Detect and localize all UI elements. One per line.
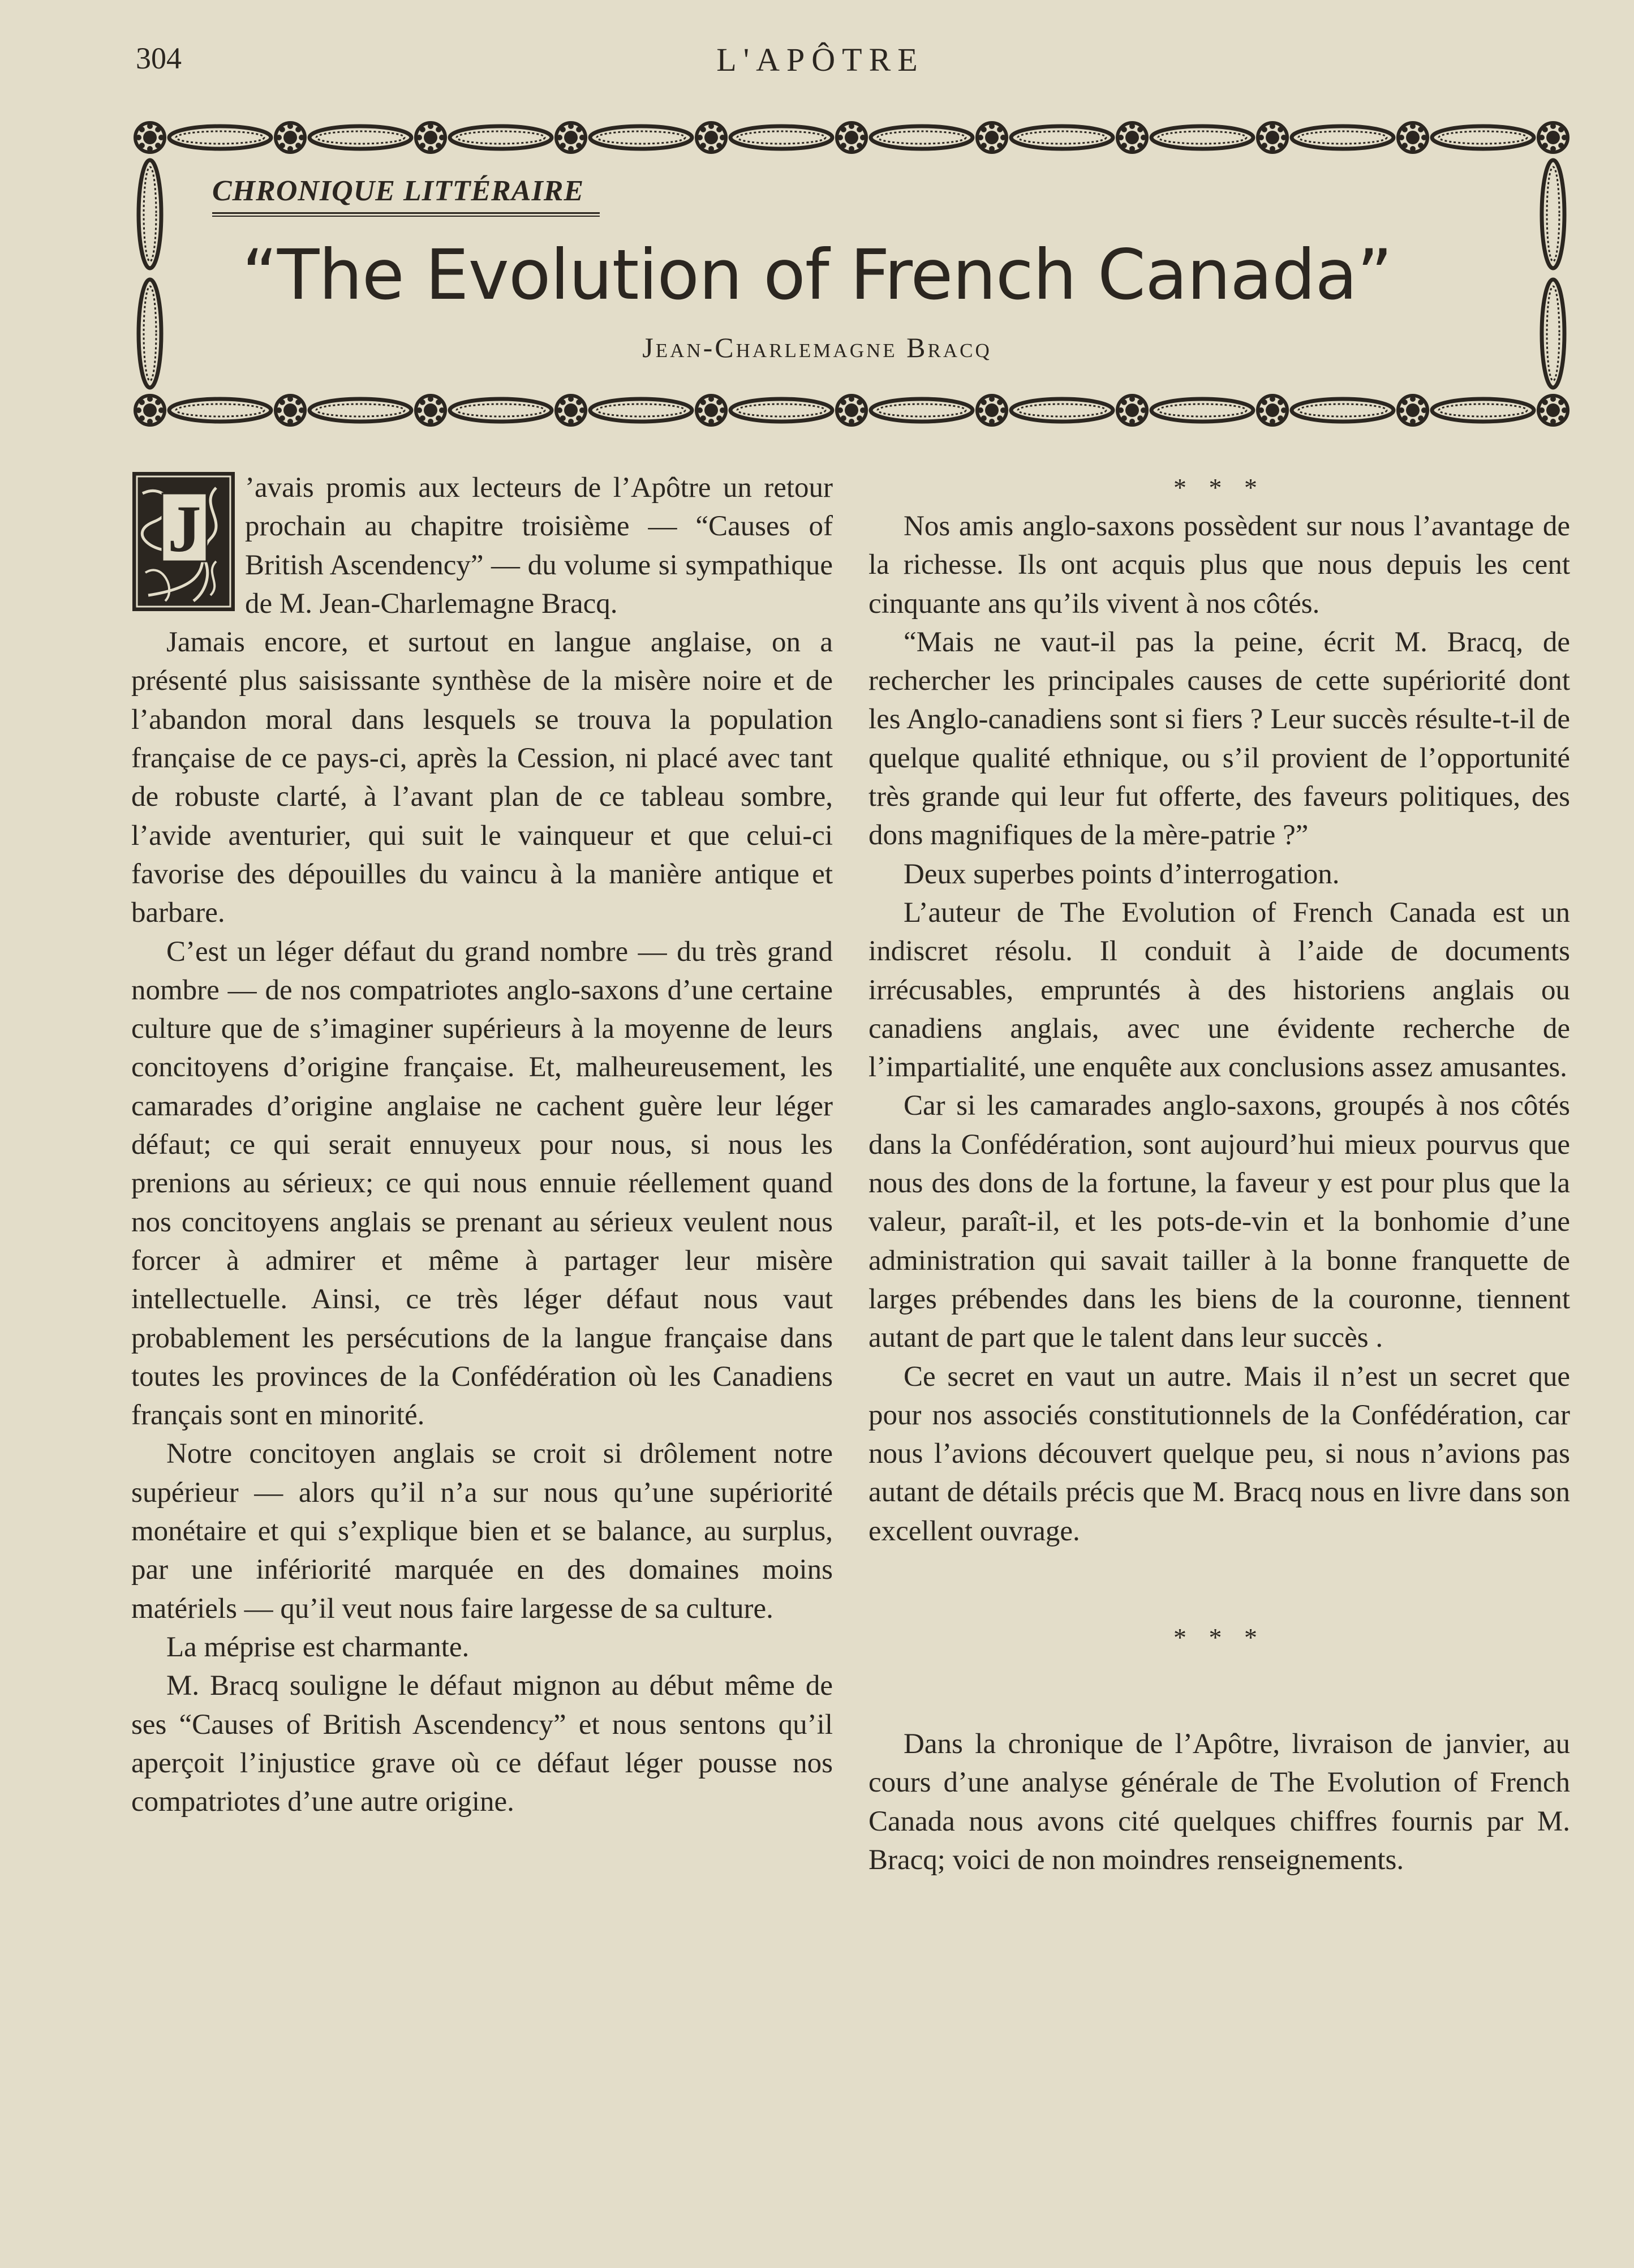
rosette-ornament: [420, 127, 425, 132]
rosette-ornament: [857, 400, 862, 405]
rosette-ornament: [579, 407, 585, 413]
rosette-ornament: [420, 400, 425, 405]
chain-link-ornament: [871, 399, 973, 422]
rosette-ornament: [716, 415, 722, 421]
rosette-ornament: [704, 131, 718, 144]
rosette-ornament: [436, 400, 441, 405]
rosette-ornament: [424, 131, 437, 144]
rosette-ornament: [1270, 146, 1275, 152]
rosette-ornament: [697, 407, 703, 413]
rosette-ornament: [568, 396, 574, 402]
rosette-ornament: [287, 419, 293, 424]
rosette-ornament: [981, 400, 987, 405]
rosette-ornament: [1418, 415, 1424, 421]
paragraph-9: Deux superbes points d’interrogation.: [904, 858, 1340, 890]
chain-link-ornament: [730, 399, 832, 422]
rosette-ornament: [295, 415, 301, 421]
rosette-ornament: [989, 123, 995, 129]
rosette-ornament: [720, 135, 725, 140]
rosette-ornament: [1278, 415, 1283, 421]
chain-link-ornament: [1158, 131, 1246, 144]
rosette-ornament: [700, 415, 706, 421]
rosette-ornament: [287, 146, 293, 152]
rosette-ornament: [716, 143, 722, 148]
chain-link-ornament: [1292, 399, 1394, 422]
rosette-ornament: [139, 400, 145, 405]
rosette-ornament: [997, 127, 1003, 132]
rosette-ornament: [1542, 400, 1548, 405]
chain-link-ornament: [176, 404, 264, 416]
rosette-ornament: [1270, 396, 1275, 402]
rosette-ornament: [436, 143, 441, 148]
chain-link-ornament: [730, 126, 832, 149]
chain-link-ornament: [176, 131, 264, 144]
rosette-ornament: [1558, 127, 1564, 132]
rosette-ornament: [287, 123, 293, 129]
rosette-ornament: [837, 135, 843, 140]
chain-link-ornament: [1432, 399, 1534, 422]
rosette-ornament: [1125, 403, 1139, 417]
rosette-ornament: [1539, 407, 1545, 413]
rosette-ornament: [708, 396, 714, 402]
rosette-ornament: [700, 127, 706, 132]
rosette-ornament: [428, 396, 433, 402]
paragraph-1: [131, 469, 833, 623]
rosette-ornament: [997, 143, 1003, 148]
rosette-ornament: [1550, 146, 1556, 152]
rosette-ornament: [1129, 419, 1135, 424]
rosette-ornament: [1558, 415, 1564, 421]
chain-link-ornament: [871, 126, 973, 149]
chain-link-ornament: [878, 131, 966, 144]
chain-link-ornament: [1439, 131, 1527, 144]
rosette-ornament: [1278, 400, 1283, 405]
rosette-ornament: [158, 407, 164, 413]
article-title: “The Evolution of French Canada”: [242, 235, 1392, 315]
chain-link-ornament: [169, 126, 271, 149]
dropcap-glyph: J: [167, 492, 201, 566]
chain-link-ornament: [597, 131, 685, 144]
rosette-ornament: [143, 403, 157, 417]
rosette-ornament: [436, 127, 441, 132]
chain-link-ornament: [737, 131, 825, 144]
chain-link-ornament: [169, 399, 271, 422]
chain-link-ornament: [1011, 126, 1113, 149]
rosette-ornament: [295, 127, 301, 132]
rosette-ornament: [1141, 135, 1146, 140]
rosette-ornament: [985, 131, 999, 144]
spacer: [868, 1550, 1570, 1618]
section-break-stars: * * *: [1173, 1623, 1265, 1652]
rosette-ornament: [420, 143, 425, 148]
rosette-ornament: [576, 127, 582, 132]
rosette-ornament: [280, 415, 285, 421]
rosette-ornament: [1558, 143, 1564, 148]
rosette-ornament: [295, 143, 301, 148]
rosette-ornament: [155, 415, 161, 421]
rosette-ornament: [989, 419, 995, 424]
rosette-ornament: [978, 135, 983, 140]
paragraph-10: L’auteur de The Evolution of French Canada est un indiscret résolu. Il conduit à l’aide de documents irrécusables, empruntés à des historiens anglais ou canadiens anglais, avec une évidente recherche de l’impartialité, une enquête aux conclusions assez amusantes.: [868, 896, 1570, 1084]
rosette-ornament: [139, 415, 145, 421]
rosette-ornament: [136, 407, 141, 413]
rosette-ornament: [576, 400, 582, 405]
rosette-ornament: [857, 415, 862, 421]
rosette-ornament: [981, 127, 987, 132]
rosette-ornament: [420, 415, 425, 421]
rosette-ornament: [860, 407, 866, 413]
rosette-ornament: [697, 135, 703, 140]
chain-link-ornament: [316, 404, 405, 416]
right-column: [868, 469, 1570, 1879]
paragraph-12: Ce secret en vaut un autre. Mais il n’est un secret que pour nos associés constitutionnels de la Confédération, car nous l’avions découvert quelque peu, si nous n’avions pas autant de détails précis que M. Bracq nous en livre dans son excellent ouvrage.: [868, 1360, 1570, 1547]
rosette-ornament: [158, 135, 164, 140]
rosette-ornament: [1542, 127, 1548, 132]
rosette-ornament: [424, 403, 437, 417]
chain-link-ornament: [1018, 404, 1106, 416]
rosette-ornament: [280, 143, 285, 148]
rosette-ornament: [560, 143, 566, 148]
rosette-ornament: [1121, 143, 1127, 148]
rosette-ornament: [845, 403, 858, 417]
chain-link-ornament: [1018, 131, 1106, 144]
rosette-ornament: [295, 400, 301, 405]
rosette-ornament: [1410, 123, 1416, 129]
rosette-ornament: [849, 419, 854, 424]
rosette-ornament: [557, 135, 562, 140]
rosette-ornament: [1562, 407, 1567, 413]
paragraph-5: La méprise est charmante.: [166, 1631, 470, 1663]
chain-link-ornament: [316, 131, 405, 144]
rosette-ornament: [1562, 135, 1567, 140]
rosette-ornament: [557, 407, 562, 413]
rosette-ornament: [560, 415, 566, 421]
paragraph-3: C’est un léger défaut du grand nombre — du très grand nombre — de nos compatriotes anglo-saxons d’une certaine culture que de s’imaginer supérieurs à la moyenne de leurs concitoyens d’origine française. Et, malheureusement, les camarades d’origine anglaise ne cachent guère leur léger défaut; ce qui serait ennuyeux pour nous, si nous les prenions au sérieux; ce qui nous ennuie réellement quand nos concitoyens anglais se prenant au sérieux veulent nous forcer à admirer et même à partager leur misère intellectuelle. Ainsi, ce très léger défaut nous vaut probablement les persécutions de la langue française dans toutes les provinces de la Confédération où les Canadiens français sont en minorité.: [131, 935, 833, 1432]
rosette-ornament: [857, 143, 862, 148]
rosette-ornament: [428, 146, 433, 152]
chain-link-ornament: [590, 399, 692, 422]
chain-link-ornament: [450, 399, 552, 422]
rosette-ornament: [1402, 143, 1408, 148]
rosette-ornament: [1402, 415, 1408, 421]
rosette-ornament: [416, 135, 422, 140]
rosette-ornament: [1137, 127, 1143, 132]
rosette-ornament: [1125, 131, 1139, 144]
rosette-ornament: [1262, 415, 1267, 421]
chain-link-ornament: [1292, 126, 1394, 149]
rosette-ornament: [1421, 135, 1427, 140]
rosette-ornament: [1258, 135, 1264, 140]
rosette-ornament: [1000, 135, 1006, 140]
rosette-ornament: [1118, 135, 1124, 140]
article-author: Jean-Charlemagne Bracq: [642, 332, 992, 363]
rosette-ornament: [139, 127, 145, 132]
rosette-ornament: [1129, 396, 1135, 402]
rosette-ornament: [1278, 143, 1283, 148]
rosette-ornament: [837, 407, 843, 413]
rosette-ornament: [997, 415, 1003, 421]
rosette-ornament: [139, 143, 145, 148]
rosette-ornament: [989, 396, 995, 402]
rosette-ornament: [1558, 400, 1564, 405]
rosette-ornament: [576, 143, 582, 148]
rosette-ornament: [700, 400, 706, 405]
chain-link-ornament: [144, 167, 156, 261]
rosette-ornament: [439, 135, 445, 140]
rosette-ornament: [708, 123, 714, 129]
rosette-ornament: [1410, 396, 1416, 402]
rosette-ornament: [981, 143, 987, 148]
rosette-ornament: [841, 415, 846, 421]
rosette-ornament: [436, 415, 441, 421]
rosette-ornament: [1418, 143, 1424, 148]
chain-link-ornament: [1151, 399, 1253, 422]
chain-link-ornament: [450, 126, 552, 149]
rosette-ornament: [147, 419, 153, 424]
rosette-ornament: [299, 407, 304, 413]
rosette-ornament: [981, 415, 987, 421]
chain-link-ornament: [1542, 160, 1564, 268]
rosette-ornament: [1550, 396, 1556, 402]
rosette-ornament: [1270, 123, 1275, 129]
chain-link-ornament: [1298, 404, 1387, 416]
rosette-ornament: [1258, 407, 1264, 413]
rosette-ornament: [708, 419, 714, 424]
rosette-ornament: [1262, 127, 1267, 132]
rosette-ornament: [287, 396, 293, 402]
rosette-ornament: [576, 415, 582, 421]
rosette-ornament: [155, 143, 161, 148]
rosette-ornament: [1121, 415, 1127, 421]
rosette-ornament: [1121, 127, 1127, 132]
chain-link-ornament: [1158, 404, 1246, 416]
rosette-ornament: [1546, 403, 1560, 417]
rosette-ornament: [1000, 407, 1006, 413]
paragraph-7: Nos amis anglo-saxons possèdent sur nous l’avantage de la richesse. Ils ont acquis plus que nous depuis les cent cinquante ans qu’ils vivent à nos côtés.: [868, 510, 1570, 620]
rosette-ornament: [841, 143, 846, 148]
rosette-ornament: [439, 407, 445, 413]
rosette-ornament: [857, 127, 862, 132]
rosette-ornament: [841, 127, 846, 132]
rosette-ornament: [560, 127, 566, 132]
rosette-ornament: [579, 135, 585, 140]
rosette-ornament: [428, 123, 433, 129]
rosette-ornament: [1550, 419, 1556, 424]
chain-link-ornament: [590, 126, 692, 149]
rosette-ornament: [1410, 419, 1416, 424]
rosette-ornament: [849, 146, 854, 152]
rosette-ornament: [143, 131, 157, 144]
rosette-ornament: [428, 419, 433, 424]
rosette-ornament: [708, 146, 714, 152]
rosette-ornament: [704, 403, 718, 417]
rosette-ornament: [1402, 400, 1408, 405]
rosette-ornament: [849, 396, 854, 402]
paragraph-8: “Mais ne vaut-il pas la peine, écrit M. Bracq, de rechercher les principales causes de cette supériorité dont les Anglo-canadiens sont si fiers ? Leur succès résulte-t-il de quelque qualité ethnique, ou s’il provient de l’opportunité très grande qui leur fut offerte, des faveurs politiques, des dons magnifiques de la mère-patrie ?”: [868, 626, 1570, 852]
rosette-ornament: [147, 146, 153, 152]
rosette-ornament: [1262, 143, 1267, 148]
rosette-ornament: [845, 131, 858, 144]
rosette-ornament: [1137, 415, 1143, 421]
rosette-ornament: [841, 400, 846, 405]
rosette-ornament: [716, 400, 722, 405]
rosette-ornament: [283, 131, 297, 144]
rosette-ornament: [564, 403, 578, 417]
rosette-ornament: [155, 400, 161, 405]
rosette-ornament: [716, 127, 722, 132]
paragraph-4: Notre concitoyen anglais se croit si drôlement notre supérieur — alors qu’il n’a sur nous qu’une supériorité monétaire et qui s’explique bien et se balance, au surplus, par une infériorité marquée en des domaines moins matériels — qu’il veut nous faire largesse de sa culture.: [131, 1438, 833, 1625]
rosette-ornament: [280, 127, 285, 132]
rosette-ornament: [1137, 400, 1143, 405]
rosette-ornament: [1266, 403, 1279, 417]
rosette-ornament: [720, 407, 725, 413]
rosette-ornament: [1550, 123, 1556, 129]
paragraph-2: Jamais encore, et surtout en langue anglaise, on a présenté plus saisissante synthèse de la misère noire et de l’abandon moral dans lesquels se trouva la population française de ce pays-ci, après la Cession, ni placé avec tant de robuste clarté, à l’avant plan de ce tableau sombre, l’avide aventurier, qui suit le vainqueur et que celui-ci favorise des dépouilles du vaincu à la manière antique et barbare.: [131, 626, 833, 929]
rosette-ornament: [1406, 403, 1420, 417]
rosette-ornament: [860, 135, 866, 140]
rosette-ornament: [155, 127, 161, 132]
rosette-ornament: [147, 123, 153, 129]
rosette-ornament: [136, 135, 141, 140]
chain-link-ornament: [737, 404, 825, 416]
rosette-ornament: [849, 123, 854, 129]
rosette-ornament: [1121, 400, 1127, 405]
rosette-ornament: [1546, 131, 1560, 144]
chain-link-ornament: [1432, 126, 1534, 149]
chain-link-ornament: [878, 404, 966, 416]
rosette-ornament: [1539, 135, 1545, 140]
rosette-ornament: [299, 135, 304, 140]
rosette-ornament: [1129, 146, 1135, 152]
paragraph-6: M. Bracq souligne le défaut mignon au début même de ses “Causes of British Ascendency” et nous sentons qu’il aperçoit l’injustice grave où ce défaut léger pousse nos compatriotes d’une autre origine.: [131, 1670, 833, 1818]
rosette-ornament: [1406, 131, 1420, 144]
running-head: L'APÔTRE: [716, 41, 924, 78]
rosette-ornament: [1129, 123, 1135, 129]
paragraph-11: Car si les camarades anglo-saxons, groupés à nos côtés dans la Confédération, sont aujourd’hui mieux pourvus que nous des dons de la fortune, la faveur y est pour plus que la valeur, paraît-il, et les pots-de-vin et la bonhomie d’une administration qui savait tailler à la bonne franquette de larges prébendes dans les biens de la couronne, tiennent autant de part que le talent dans leur succès .: [868, 1090, 1570, 1354]
rosette-ornament: [1410, 146, 1416, 152]
rosette-ornament: [280, 400, 285, 405]
chain-link-ornament: [139, 160, 161, 268]
rosette-ornament: [978, 407, 983, 413]
paragraph-text: ’avais promis aux lecteurs de l’Apôtre un retour prochain au chapitre troisième — “Causes of British Ascendency” — du volume si sympathique de M. Jean-Charlemagne Bracq.: [245, 472, 833, 620]
rosette-ornament: [147, 396, 153, 402]
rosette-ornament: [568, 419, 574, 424]
chain-link-ornament: [1547, 167, 1559, 261]
rosette-ornament: [1281, 135, 1287, 140]
rosette-ornament: [989, 146, 995, 152]
spacer: [868, 1657, 1570, 1725]
page-header: [136, 35, 1505, 80]
rosette-ornament: [1418, 400, 1424, 405]
rosette-ornament: [560, 400, 566, 405]
chain-link-ornament: [597, 404, 685, 416]
page-number: 304: [136, 41, 182, 75]
chain-link-ornament: [309, 399, 411, 422]
chain-link-ornament: [1298, 131, 1387, 144]
rosette-ornament: [997, 400, 1003, 405]
rosette-ornament: [568, 123, 574, 129]
rosette-ornament: [1542, 143, 1548, 148]
rosette-ornament: [985, 403, 999, 417]
rosette-ornament: [1399, 135, 1404, 140]
rosette-ornament: [1141, 407, 1146, 413]
rosette-ornament: [1266, 131, 1279, 144]
rosette-ornament: [276, 135, 282, 140]
chain-link-ornament: [309, 126, 411, 149]
rosette-ornament: [416, 407, 422, 413]
rosette-ornament: [1278, 127, 1283, 132]
rosette-ornament: [1137, 143, 1143, 148]
rosette-ornament: [1118, 407, 1124, 413]
rosette-ornament: [276, 407, 282, 413]
chain-link-ornament: [457, 404, 545, 416]
section-break-stars: * * *: [1173, 473, 1265, 502]
rosette-ornament: [1270, 419, 1275, 424]
rosette-ornament: [1418, 127, 1424, 132]
left-column: [131, 469, 833, 1821]
paragraph-13: Dans la chronique de l’Apôtre, livraison de janvier, au cours d’une analyse générale de The Evolution of French Canada nous avons cité quelques chiffres fournis par M. Bracq; voici de non moindres renseignements.: [868, 1728, 1570, 1876]
rosette-ornament: [1542, 415, 1548, 421]
rosette-ornament: [1399, 407, 1404, 413]
dropcap-letter: [131, 471, 236, 612]
rosette-ornament: [283, 403, 297, 417]
section-underline: [212, 212, 600, 217]
chain-link-ornament: [457, 131, 545, 144]
chain-link-ornament: [1151, 126, 1253, 149]
section-label: CHRONIQUE LITTÉRAIRE: [212, 175, 584, 207]
rosette-ornament: [1281, 407, 1287, 413]
rosette-ornament: [1262, 400, 1267, 405]
rosette-ornament: [568, 146, 574, 152]
rosette-ornament: [564, 131, 578, 144]
chain-link-ornament: [1011, 399, 1113, 422]
chain-link-ornament: [1439, 404, 1527, 416]
rosette-ornament: [1402, 127, 1408, 132]
rosette-ornament: [1421, 407, 1427, 413]
rosette-ornament: [700, 143, 706, 148]
